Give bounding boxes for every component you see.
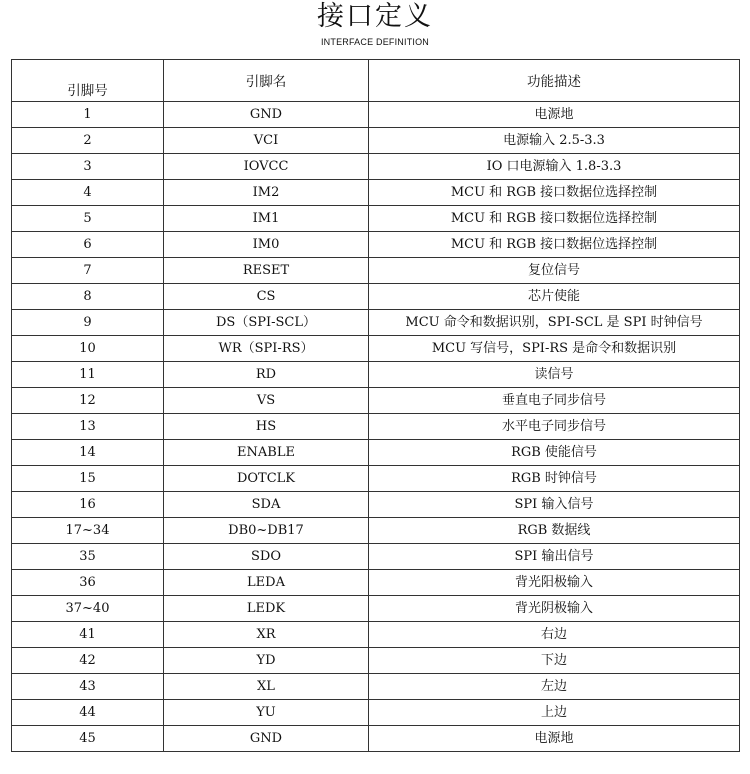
pin-name-cell: YU <box>164 700 369 726</box>
function-description-cell: 复位信号 <box>369 258 740 284</box>
function-description-cell: MCU 和 RGB 接口数据位选择控制 <box>369 206 740 232</box>
pin-name-cell: LEDK <box>164 596 369 622</box>
function-description-cell: 背光阴极输入 <box>369 596 740 622</box>
pin-number-cell: 37~40 <box>12 596 164 622</box>
pin-number-cell: 3 <box>12 154 164 180</box>
pin-number-cell: 16 <box>12 492 164 518</box>
table-row <box>12 258 740 284</box>
pin-name-cell: XR <box>164 622 369 648</box>
pin-name-cell: VS <box>164 388 369 414</box>
function-description-cell: 芯片使能 <box>369 284 740 310</box>
table-row <box>12 362 740 388</box>
table-row <box>12 518 740 544</box>
pin-name-cell: IOVCC <box>164 154 369 180</box>
pin-name-cell: GND <box>164 726 369 752</box>
function-description-cell: RGB 数据线 <box>369 518 740 544</box>
pin-number-cell: 36 <box>12 570 164 596</box>
pin-number-cell: 12 <box>12 388 164 414</box>
function-description-cell: MCU 命令和数据识别，SPI-SCL 是 SPI 时钟信号 <box>369 310 740 336</box>
pin-number-cell: 4 <box>12 180 164 206</box>
table-row <box>12 180 740 206</box>
table-row <box>12 232 740 258</box>
pin-name-cell: DB0~DB17 <box>164 518 369 544</box>
pin-name-cell: WR（SPI-RS） <box>164 336 369 362</box>
pin-name-cell: HS <box>164 414 369 440</box>
pin-number-cell: 35 <box>12 544 164 570</box>
function-description-cell: RGB 时钟信号 <box>369 466 740 492</box>
function-description-cell: 左边 <box>369 674 740 700</box>
table-row <box>12 414 740 440</box>
table-row <box>12 544 740 570</box>
table-row <box>12 700 740 726</box>
function-description-cell: 上边 <box>369 700 740 726</box>
pin-name-cell: LEDA <box>164 570 369 596</box>
pin-name-cell: SDO <box>164 544 369 570</box>
column-header-function: 功能描述 <box>369 60 740 102</box>
table-row <box>12 102 740 128</box>
pin-name-cell: YD <box>164 648 369 674</box>
function-description-cell: 电源地 <box>369 726 740 752</box>
function-description-cell: 垂直电子同步信号 <box>369 388 740 414</box>
table-row <box>12 336 740 362</box>
function-description-cell: 电源地 <box>369 102 740 128</box>
pin-number-cell: 41 <box>12 622 164 648</box>
table-row <box>12 128 740 154</box>
pin-name-cell: XL <box>164 674 369 700</box>
table-row <box>12 492 740 518</box>
function-description-cell: 读信号 <box>369 362 740 388</box>
table-row <box>12 648 740 674</box>
function-description-cell: SPI 输出信号 <box>369 544 740 570</box>
function-description-cell: 右边 <box>369 622 740 648</box>
pin-name-cell: IM0 <box>164 232 369 258</box>
table-row <box>12 440 740 466</box>
function-description-cell: 水平电子同步信号 <box>369 414 740 440</box>
table-row <box>12 596 740 622</box>
pin-name-cell: IM2 <box>164 180 369 206</box>
function-description-cell: MCU 和 RGB 接口数据位选择控制 <box>369 232 740 258</box>
function-description-cell: SPI 输入信号 <box>369 492 740 518</box>
pin-name-cell: GND <box>164 102 369 128</box>
pin-number-cell: 11 <box>12 362 164 388</box>
pin-number-cell: 5 <box>12 206 164 232</box>
table-header-row <box>12 60 740 102</box>
table-row <box>12 674 740 700</box>
page-title: 接口定义 <box>317 1 433 32</box>
column-header-pin-number: 引脚号 <box>12 60 164 102</box>
function-description-cell: 下边 <box>369 648 740 674</box>
pin-name-cell: IM1 <box>164 206 369 232</box>
pin-name-cell: ENABLE <box>164 440 369 466</box>
table-row <box>12 284 740 310</box>
column-header-pin-name: 引脚名 <box>164 60 369 102</box>
table-row <box>12 154 740 180</box>
table-row <box>12 206 740 232</box>
pin-number-cell: 7 <box>12 258 164 284</box>
interface-definition-table <box>11 59 740 752</box>
pin-number-cell: 2 <box>12 128 164 154</box>
table-row <box>12 622 740 648</box>
pin-name-cell: DS（SPI-SCL） <box>164 310 369 336</box>
pin-name-cell: VCI <box>164 128 369 154</box>
function-description-cell: 背光阳极输入 <box>369 570 740 596</box>
page-subtitle: INTERFACE DEFINITION <box>320 37 429 47</box>
table-row <box>12 466 740 492</box>
pin-number-cell: 42 <box>12 648 164 674</box>
function-description-cell: MCU 和 RGB 接口数据位选择控制 <box>369 180 740 206</box>
pin-name-cell: DOTCLK <box>164 466 369 492</box>
pin-number-cell: 6 <box>12 232 164 258</box>
pin-number-cell: 10 <box>12 336 164 362</box>
table-row <box>12 570 740 596</box>
pin-number-cell: 44 <box>12 700 164 726</box>
pin-number-cell: 14 <box>12 440 164 466</box>
pin-number-cell: 15 <box>12 466 164 492</box>
table-row <box>12 388 740 414</box>
table-row <box>12 726 740 752</box>
pin-number-cell: 45 <box>12 726 164 752</box>
function-description-cell: MCU 写信号，SPI-RS 是命令和数据识别 <box>369 336 740 362</box>
pin-number-cell: 17~34 <box>12 518 164 544</box>
function-description-cell: IO 口电源输入 1.8-3.3 <box>369 154 740 180</box>
pin-name-cell: RESET <box>164 258 369 284</box>
pin-name-cell: CS <box>164 284 369 310</box>
pin-number-cell: 13 <box>12 414 164 440</box>
table-row <box>12 310 740 336</box>
pin-number-cell: 8 <box>12 284 164 310</box>
pin-number-cell: 9 <box>12 310 164 336</box>
function-description-cell: RGB 使能信号 <box>369 440 740 466</box>
pin-number-cell: 1 <box>12 102 164 128</box>
pin-number-cell: 43 <box>12 674 164 700</box>
pin-name-cell: RD <box>164 362 369 388</box>
pin-name-cell: SDA <box>164 492 369 518</box>
function-description-cell: 电源输入 2.5-3.3 <box>369 128 740 154</box>
table-body <box>12 102 740 752</box>
